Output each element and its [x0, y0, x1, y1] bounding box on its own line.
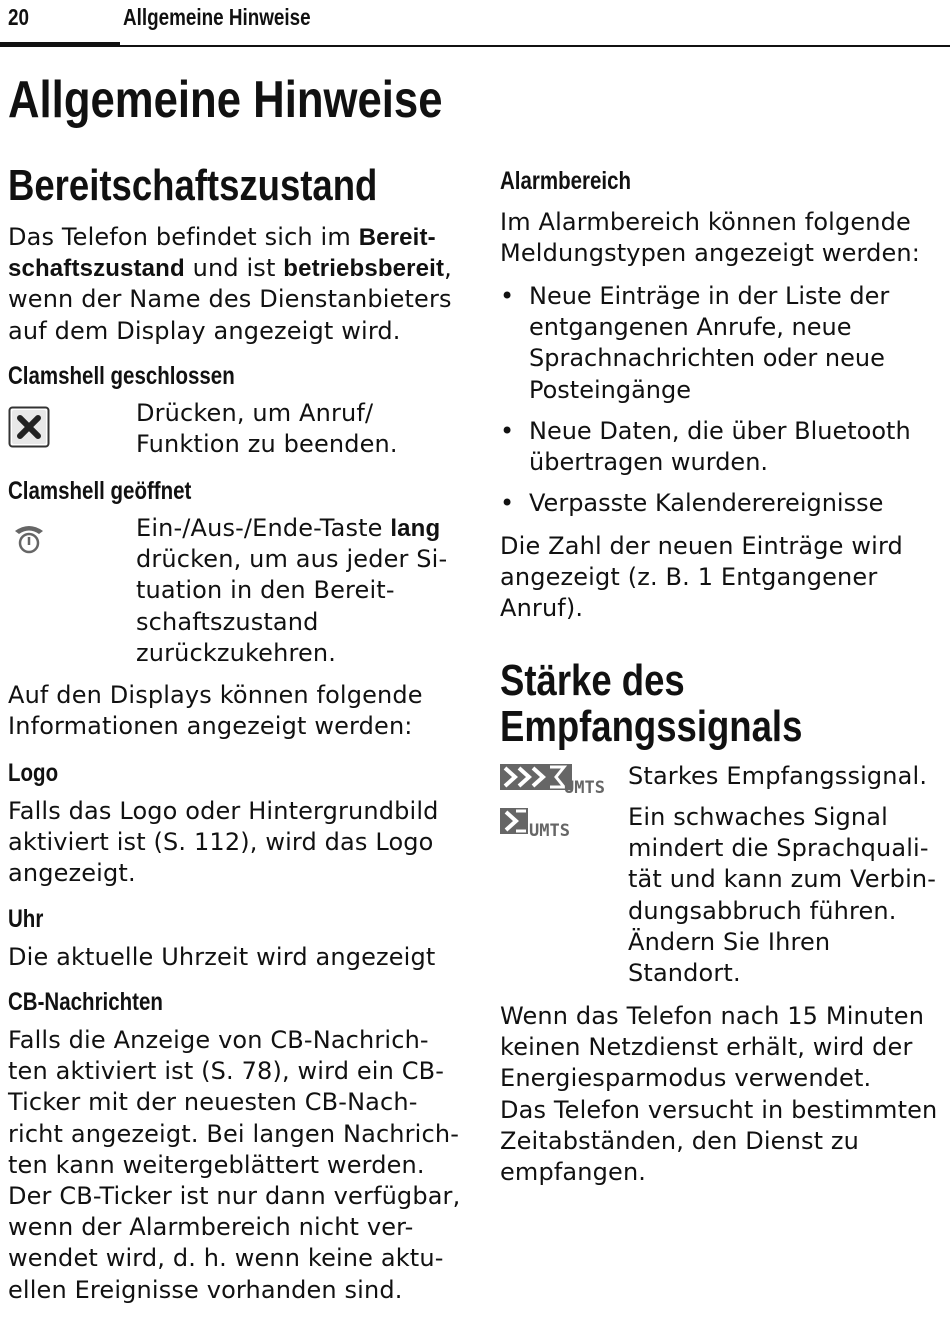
clock-paragraph: Die aktuelle Uhrzeit wird angezeigt	[8, 943, 436, 971]
close-x-key-icon	[8, 406, 50, 452]
no-service-paragraph: Wenn das Telefon nach 15 Minuten keinen Netzdienst erhält, wird der Energiesparmodus verwendet. Das Telefon versucht in bestimmten Zeitabständen, den Dienst zu empfangen.	[500, 1002, 938, 1187]
heading-clamshell-closed: Clamshell geschlossen	[8, 362, 235, 390]
strong-signal-text: Starkes Empfangssignal.	[628, 762, 928, 790]
standby-paragraph: Das Telefon befindet sich im Bereit- schaftszustand und ist betriebsbereit, wenn der Name des Dienstanbieters auf dem Display angezeigt wird.	[8, 223, 452, 345]
heading-clock: Uhr	[8, 905, 44, 933]
svg-text:UMTS: UMTS	[564, 778, 605, 796]
list-item: • Neue Einträge in der Liste der entgangenen Anrufe, neue Sprachnachrichten oder neue Posteingänge	[500, 281, 911, 406]
heading-standby: Bereitschaftszustand	[8, 161, 378, 210]
header-rule	[120, 45, 950, 47]
count-paragraph: Die Zahl der neuen Einträge wird angezeigt (z. B. 1 Entgangener Anruf).	[500, 532, 903, 623]
heading-signal-strength: Stärke des Empfangssignals	[500, 656, 803, 751]
logo-paragraph: Falls das Logo oder Hintergrundbild aktiviert ist (S. 112), wird das Logo angezeigt.	[8, 797, 439, 888]
page-number: 20	[8, 4, 29, 30]
display-info-paragraph: Auf den Displays können folgende Informationen angezeigt werden:	[8, 681, 423, 741]
weak-signal-umts-icon	[500, 806, 585, 844]
running-header-title: Allgemeine Hinweise	[123, 4, 311, 30]
list-item: • Verpasste Kalenderereignisse	[500, 488, 911, 519]
heading-cb-messages: CB-Nachrichten	[8, 988, 163, 1016]
clamshell-open-text: Ein-/Aus-/Ende-Taste lang drücken, um aus jeder Si- tuation in den Bereit- schaftszustand zurückzukehren.	[136, 514, 448, 667]
heading-logo: Logo	[8, 759, 59, 787]
alarm-types-list	[500, 281, 911, 529]
alarm-paragraph: Im Alarmbereich können folgende Meldungstypen angezeigt werden:	[500, 208, 920, 268]
end-call-key-icon	[12, 522, 46, 560]
page-title: Allgemeine Hinweise	[8, 71, 443, 129]
heading-alarm-area: Alarmbereich	[500, 167, 632, 195]
list-item: • Neue Daten, die über Bluetooth übertragen wurden.	[500, 416, 911, 478]
header-rule-thick	[0, 42, 120, 47]
strong-signal-umts-icon	[500, 762, 615, 800]
heading-clamshell-open: Clamshell geöffnet	[8, 477, 192, 505]
weak-signal-text: Ein schwaches Signal mindert die Sprachquali- tät und kann zum Verbin- dungsabbruch führen. Ändern Sie Ihren Standort.	[628, 803, 937, 988]
svg-text:UMTS: UMTS	[529, 821, 570, 840]
clamshell-closed-text: Drücken, um Anruf/ Funktion zu beenden.	[136, 399, 398, 459]
cb-paragraph: Falls die Anzeige von CB-Nachrich- ten aktiviert ist (S. 78), wird ein CB- Ticker mit der neuesten CB-Nach- richt angezeigt. Bei langen Nachrich- ten kann weitergeblättert werden. Der CB-Ticker ist nur dann verfügbar, wenn der Alarmbereich nicht ver- wendet wird, d. h. wenn keine aktu- ellen Ereignisse vorhanden sind.	[8, 1026, 461, 1304]
